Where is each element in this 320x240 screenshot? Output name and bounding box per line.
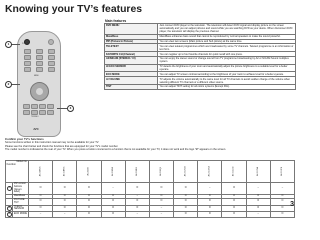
function-row	[6, 205, 295, 212]
function-row	[6, 212, 295, 218]
table-corner-cell	[6, 161, 29, 183]
feature-name: ECO MODE	[105, 72, 158, 77]
model-column-header	[28, 161, 52, 183]
availability-mark: O	[77, 195, 101, 199]
remote-key-icon	[48, 67, 55, 72]
availability-mark: O	[198, 198, 222, 205]
feature-description: TV detects the brightness of your room and automatically adjust the picture brightness to a suitable level for a better eyecare.	[158, 64, 296, 72]
feature-row	[105, 77, 296, 85]
callout-marker: 2	[7, 206, 12, 211]
remote-key-icon	[36, 55, 43, 60]
model-column-header	[125, 161, 149, 183]
feature-name: FAVORITE CH (Channel)	[105, 52, 158, 57]
availability-mark: O	[28, 205, 52, 212]
feature-name: HI ECO SENSOR	[105, 64, 158, 72]
feature-row	[105, 56, 296, 64]
feature-name: AI VOLUME	[105, 77, 158, 85]
availability-mark: –	[246, 183, 270, 195]
availability-mark: O	[53, 195, 77, 199]
power-key-label: POWER	[22, 44, 29, 45]
confirm-functions-heading: Confirm your TV’s functions	[5, 137, 44, 141]
availability-mark: O	[246, 195, 270, 199]
model-number: AV-21BS26	[39, 166, 42, 177]
availability-mark: O	[53, 205, 77, 212]
main-features-heading: Main features	[105, 19, 127, 23]
availability-mark: O	[222, 195, 246, 199]
feature-row	[105, 44, 296, 52]
model-column-header	[198, 161, 222, 183]
availability-mark: O	[101, 205, 125, 212]
remote-key-icon	[39, 110, 46, 115]
remote-key-icon	[24, 67, 31, 72]
remote-key-icon	[23, 110, 30, 115]
availability-mark: –	[53, 212, 77, 218]
availability-mark: O	[270, 205, 294, 212]
feature-description: TV adjusts the volume automatically to the same level for all TV channels to avoid sudden change of the volume when selecting different TV channels or a different video source.	[158, 77, 296, 85]
remote-key-icon	[48, 39, 54, 45]
availability-mark: O	[270, 195, 294, 199]
feature-row	[105, 24, 296, 35]
page-title: Knowing your TV’s features	[5, 4, 143, 15]
availability-mark: O	[174, 205, 198, 212]
availability-mark: O	[53, 183, 77, 195]
availability-mark: O	[28, 198, 52, 205]
availability-mark: O	[174, 198, 198, 205]
availability-mark: O	[198, 195, 222, 199]
tv-video-key-label: TV/VIDEO	[31, 117, 39, 118]
feature-description: You can view two screens (Main picture and Sub picture) at the same time.	[158, 39, 296, 44]
availability-mark: O	[222, 183, 246, 195]
model-number: AV-21BQ5	[160, 167, 163, 176]
callout-marker: 2	[5, 81, 12, 88]
feature-description: You can register up to four favorite channels for quick recall with one press.	[158, 52, 296, 57]
remote-key-icon	[48, 61, 55, 66]
function-name: PICTURE TILT	[13, 198, 29, 205]
remote-key-icon	[31, 104, 38, 109]
availability-mark: O	[198, 212, 222, 218]
availability-mark: O	[125, 183, 149, 195]
availability-mark: O	[149, 195, 173, 199]
availability-mark: O	[270, 212, 294, 218]
model-column-header	[101, 161, 125, 183]
confirm-line: Please see the chart below and check the functions that are equipped for your TV’s model number.	[5, 144, 119, 148]
function-callout-cell	[6, 183, 13, 195]
confirm-functions-section	[5, 138, 297, 152]
availability-mark: –	[149, 212, 173, 218]
availability-mark: –	[101, 183, 125, 195]
remote-key-icon	[24, 49, 31, 54]
feature-name: TINT	[105, 85, 158, 90]
remote-key-icon	[31, 110, 38, 115]
function-name: MaxxBass	[13, 195, 29, 199]
callout-marker: 1	[5, 41, 12, 48]
availability-mark: O	[77, 198, 101, 205]
callout-marker: 3	[7, 212, 12, 217]
availability-mark: O	[222, 205, 246, 212]
function-name: ECO MODE	[13, 212, 29, 218]
menu-key-label: MENU	[34, 76, 39, 77]
callout-marker: 3	[67, 105, 74, 112]
model-function-table	[5, 160, 295, 218]
function-name: PIP control buttons (Green label)	[13, 183, 29, 195]
model-column-header	[222, 161, 246, 183]
remote-control-illustration	[17, 31, 61, 137]
availability-mark: O	[270, 198, 294, 205]
feature-description: You can adjust TV screen contrast according to the brightness of your room to achieve level for a better eyecare.	[158, 72, 296, 77]
availability-mark: –	[28, 212, 52, 218]
model-no-label: Model No.	[16, 160, 28, 163]
feature-name: MaxxBass	[105, 34, 158, 39]
availability-mark: –	[149, 205, 173, 212]
availability-mark: O	[198, 205, 222, 212]
model-number: AV-21CJ14	[232, 166, 235, 177]
feature-name: A2/NICAM (STEREO / I II)	[105, 56, 158, 64]
availability-mark: –	[125, 212, 149, 218]
feature-description: You can view teletext programmes which are broadcasted by some TV channels. Teletext programme is an information or text form.	[159, 44, 294, 51]
feature-description: You can adjust TINT setting for all colors systems (Except PAL).	[158, 85, 296, 90]
remote-key-icon	[24, 61, 31, 66]
remote-key-icon	[24, 55, 31, 60]
model-column-header	[174, 161, 198, 183]
availability-mark: O	[77, 205, 101, 212]
remote-key-icon	[48, 55, 55, 60]
remote-key-icon	[47, 104, 54, 109]
remote-key-icon	[48, 49, 55, 54]
availability-mark: O	[28, 183, 52, 195]
confirm-line: The model number is indicated at the rear of your TV. When you press a button concerned to a function that is not available for your TV, it does not work and the logo "Ø" appears on the screen.	[5, 148, 226, 152]
function-name: HI ECO SENSOR	[13, 205, 29, 212]
availability-mark: O	[246, 205, 270, 212]
feature-name: DVD MENU	[105, 24, 158, 35]
feature-name: PIP (Picture In Picture)	[105, 39, 158, 44]
availability-mark: O	[125, 205, 149, 212]
availability-mark: –	[125, 195, 149, 199]
model-column-header	[77, 161, 101, 183]
model-number: AV-21BM8	[111, 167, 114, 176]
availability-mark: –	[198, 183, 222, 195]
availability-mark: O	[53, 198, 77, 205]
model-number: AV-21CM4	[256, 166, 259, 176]
model-column-header	[149, 161, 173, 183]
availability-mark: O	[149, 183, 173, 195]
availability-mark: O	[174, 212, 198, 218]
availability-mark: O	[174, 183, 198, 195]
feature-description: Just connect DVD player to the television. The television will detect DVD signal and display picture on the screen automatically and you can adjust pictures and sound while you are watching DVD as your desire. When disconnect DVD player, the television will display the previous channel.	[158, 24, 296, 35]
availability-mark: O	[174, 195, 198, 199]
availability-mark: O	[246, 198, 270, 205]
directional-pad-icon	[30, 82, 49, 101]
remote-key-icon	[39, 104, 46, 109]
remote-key-icon	[36, 61, 43, 66]
remote-key-icon	[23, 104, 30, 109]
availability-mark: O	[77, 212, 101, 218]
availability-mark: O	[222, 198, 246, 205]
feature-name: TELETEXT	[105, 44, 158, 52]
availability-mark: O	[125, 198, 149, 205]
function-row	[6, 198, 295, 205]
page-number: 3	[290, 201, 294, 208]
availability-mark: O	[222, 212, 246, 218]
main-features-table	[104, 23, 296, 90]
availability-mark: O	[77, 183, 101, 195]
model-number: AV-21CS24	[184, 166, 187, 177]
model-number: AV-21CP4	[281, 167, 284, 176]
function-callout-cell	[6, 212, 13, 218]
confirm-line: Some functions written in this instruction manual may not be available for your TV.	[5, 141, 99, 145]
function-callout-cell	[6, 205, 13, 212]
availability-mark: O	[28, 195, 52, 199]
feature-row	[105, 64, 296, 72]
remote-key-icon	[47, 110, 54, 115]
model-number: AV-21BD5	[135, 167, 138, 176]
feature-description: MaxxBass enhances bass sound that cannot be reproduced by normal speakers to make the sound powerful.	[158, 34, 296, 39]
availability-mark: O	[101, 195, 125, 199]
model-number: AV-21BJ8	[87, 167, 90, 176]
model-number: AV-21CM14	[208, 166, 211, 177]
model-column-header	[246, 161, 270, 183]
model-column-header	[270, 161, 294, 183]
model-column-header	[53, 161, 77, 183]
availability-mark: O	[101, 212, 125, 218]
remote-key-icon	[36, 49, 43, 54]
remote-key-icon	[36, 67, 43, 72]
availability-mark: O	[101, 198, 125, 205]
availability-mark: –	[270, 183, 294, 195]
function-label: Function	[6, 162, 16, 166]
callout-leader-line	[57, 108, 67, 109]
function-callout-cell	[6, 198, 13, 205]
callout-marker: 1	[7, 186, 12, 191]
feature-row	[105, 85, 296, 90]
feature-description: You can enjoy the stereo sound or change sound from TV programme broadcasting by A2 or NICAM Sound multiplex system.	[158, 56, 296, 64]
model-number: AV-21BF16	[63, 166, 66, 177]
brand-logo: JVC	[33, 127, 39, 131]
function-row	[6, 183, 295, 195]
availability-mark: O	[149, 198, 173, 205]
availability-mark: –	[246, 212, 270, 218]
